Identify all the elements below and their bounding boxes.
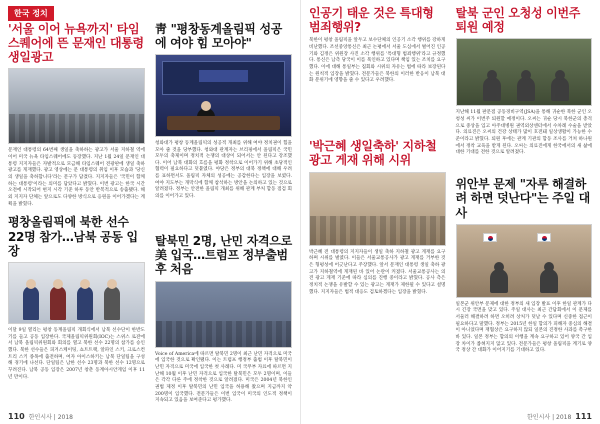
person-figure	[483, 77, 501, 101]
article-headline: '서울 이어 뉴욕까지' 타임스퀘어에 뜬 문재인 대통령 생일광고	[8, 22, 144, 65]
article-body: 일본군 위안부 문제에 대한 정부의 새 입장 발표 이후 한일 관계가 다시 긴장 국면을 맞고 있다. 주일 대사는 최근 간담회에서 이 문제를 서둘러 해결하려 하면 오히려 상처가 덧날 수 있다며 신중한 접근이 필요하다고 말했다. 정부는 2015년 한일 합의가 피해자 중심의 해결이 아니었다며 재협상은 요구하지 않되 일본의 진정한 사과를 촉구한 바 있다. 일본 정부는 합의의 이행을 계속 요구하고 있어 양국 간 입장 차이가 좁혀지지 않고 있다. 전문가들은 평창 올림픽을 계기로 양국 정상 간 대화가 이어지기를 기대하고 있다.	[455, 301, 592, 354]
right-col-1	[309, 6, 446, 410]
article-photo	[8, 68, 145, 144]
korean-flag-icon	[537, 233, 551, 242]
article-headline: 탈북 군인 오청성 이번주 퇴원 예정	[455, 6, 581, 35]
person-figure	[77, 286, 93, 320]
crowd-shape	[9, 114, 144, 144]
right-columns	[309, 6, 592, 410]
article-body: 청와대가 평창 동계올림픽의 성공적 개최를 위해 여야 정치권이 힘을 모아 줄 것을 당부했다. 청와대 관계자는 브리핑에서 올림픽은 국민 모두의 축제이며 정치적 논쟁의 대상이 되어서는 안 된다고 강조했다. 이어 남북 대화의 흐름을 평화 정착으로 이어가기 위해 초당적인 협력이 필요하다고 덧붙였다. 야당은 정부의 대북 정책에 대해 우려를 표하면서도 올림픽 자체의 성공에는 공감한다는 입장을 보였다. 여야 지도부는 개막식에 함께 참석하는 방안을 논의하고 있는 것으로 알려졌다. 정부는 안전한 올림픽 개최를 위해 관계 부처 합동 점검 회의를 이어가고 있다.	[155, 140, 292, 200]
left-col-2	[155, 22, 292, 410]
article-photo	[8, 262, 145, 324]
article-headline: 탈북민 2명, 난민 자격으로 美 입국…트럼프 정부출범 후 처음	[155, 234, 292, 277]
article-photo	[309, 172, 446, 246]
page-number: 110	[8, 412, 25, 421]
person-figure	[551, 77, 569, 101]
article-headline: 인공기 태운 것은 특대형 범죄행위?	[309, 6, 434, 35]
article-body: 이달 9일 열리는 평창 동계올림픽 개회식에서 남북 선수단이 한반도기를 들고 공동 입장한다. 국제올림픽위원회(IOC)는 스위스 로잔에서 남북 올림픽위원회와 회의를 열고 북한 선수 22명의 참가를 승인했다. 북한 선수들은 피겨스케이팅, 쇼트트랙, 알파인 스키, 크로스컨트리 스키 종목에 출전하며, 여자 아이스하키는 남북 단일팀을 구성해 경기에 나선다. 단일팀은 남한 선수 23명과 북한 선수 12명으로 꾸려진다. 남북 공동 입장은 2007년 창춘 동계아시안게임 이후 11년 만이다.	[8, 327, 145, 380]
magazine-name: 한인시사 | 2018	[527, 414, 572, 421]
magazine-name: 한인시사 | 2018	[28, 414, 73, 421]
person-figure	[540, 269, 558, 293]
right-page	[300, 0, 600, 424]
crowd-shape	[310, 216, 445, 245]
article-headline: 靑 "평창동계올림픽 성공에 여야 힘 모아야"	[155, 22, 283, 51]
article-body: 박근혜 전 대통령의 지지자들이 생일 축하 지하철 광고 게재를 요구하며 시위를 벌였다. 이들은 서울교통공사가 광고 게재를 거부한 것은 형평성에 어긋난다고 주장했다. 앞서 문재인 대통령 생일 축하 광고가 지하철역에 게재된 바 있어 논란이 커졌다. 서울교통공사는 의견 광고 게재 기준에 따라 심의를 진행 중이라고 밝혔다. 공사 측은 정치적 논쟁을 유발할 수 있는 광고는 게재가 제한될 수 있다고 설명했다. 지지자들은 법적 대응도 검토하겠다는 입장을 밝혔다.	[309, 249, 446, 295]
left-col-1	[8, 22, 145, 410]
person-figure	[104, 286, 120, 320]
article-headline: 위안부 문제 "자루 해결하려 하면 덧난다"는 주일 대사	[455, 177, 590, 220]
article-headline: 평창올림픽에 북한 선수 22명 참가…남북 공동 입장	[8, 215, 138, 258]
article-headline: '박근혜 생일축하' 지하철 광고 게재 위해 시위	[309, 139, 437, 168]
person-figure	[50, 286, 66, 320]
section-tag: 한국 정치	[8, 6, 54, 21]
article-body: 문재인 대통령의 64번째 생일을 축하하는 광고가 서울 지하철 역에 이어 미국 뉴욕 타임스퀘어에도 등장했다. 지난 1월 24일 문재인 대통령 지지자들은 자발적으로 모금해 타임스퀘어 전광판에 생일 축하 광고를 게재했다. 광고 영상에는 문 대통령의 취임 이후 모습과 '당신의 생일을 축하합니다'라는 문구가 담겼다. 지지자들은 '국민이 함께하는 대통령'이라는 의미를 담았다고 밝혔다. 이번 광고는 한국 시간 오전에 시작되어 현지 시각 기준 하루 동안 반복적으로 송출됐다. 해외 지지자 단체는 앞으로도 다양한 방식으로 응원을 이어가겠다는 계획을 밝혔다.	[8, 148, 145, 207]
article-body: 지난해 11월 판문점 공동경비구역(JSA)을 통해 귀순한 북한 군인 오청성 씨가 이번주 퇴원할 예정이다. 오씨는 귀순 당시 북한군의 총격으로 중상을 입고 아주대병원 권역외상센터에서 수차례 수술을 받았다. 의료진은 오씨의 건강 상태가 많이 호전돼 일상생활이 가능한 수준이라고 밝혔다. 퇴원 후에는 관계 기관의 합동 조사를 거쳐 하나원에서 정착 교육을 받게 된다. 오씨는 의료진에게 한국에서의 새 삶에 대한 기대를 전한 것으로 알려졌다.	[455, 110, 592, 156]
left-columns	[8, 22, 292, 410]
person-figure	[490, 269, 508, 293]
page-footer	[527, 412, 592, 421]
korean-flag-icon	[483, 233, 497, 242]
article-photo	[456, 224, 593, 298]
person-figure	[23, 286, 39, 320]
person-figure	[517, 77, 535, 101]
article-photo	[456, 38, 593, 106]
page-footer	[8, 412, 73, 421]
article-body: 북한이 평창 올림픽을 앞두고 보수단체의 인공기 소각 행위를 강하게 비난했다. 조선중앙통신은 최근 논평에서 서울 도심에서 벌어진 인공기와 김정은 위원장 사진 소각 행위를 '특대형 범죄행위'라고 규정했다. 통신은 남측 당국이 이를 묵인하고 있다며 책임 있는 조치를 요구했다. 이에 대해 통일부는 집회와 시위의 자유는 법에 따라 보장된다는 원칙적 입장을 밝혔다. 전문가들은 북한의 이러한 반응이 남북 대화 분위기에 영향을 줄 수 있다고 우려했다.	[309, 38, 446, 84]
page-number: 111	[575, 412, 592, 421]
right-col-2	[456, 6, 593, 410]
table-shape	[167, 116, 280, 130]
article-photo	[155, 54, 292, 137]
article-photo	[155, 281, 292, 348]
crowd-shape	[156, 321, 291, 347]
screen-shape	[162, 61, 285, 95]
article-body: Voice of America에 따르면 탈북민 2명이 최근 난민 자격으로 미국에 입국한 것으로 확인됐다. 이는 트럼프 행정부 출범 이후 탈북민이 난민 자격으로 미국에 입국한 첫 사례다. 미 국무부 자료에 따르면 지난해 10월 이후 난민 자격으로 입국한 탈북민은 모두 2명이며, 이들은 각각 다른 주에 정착한 것으로 알려졌다. 미국은 2004년 북한인권법 제정 이후 탈북민의 난민 입국을 허용해 왔으며 지금까지 약 200명이 입국했다. 전문가들은 이번 입국이 미국의 인도적 정책이 지속되고 있음을 보여준다고 평가했다.	[155, 351, 292, 404]
